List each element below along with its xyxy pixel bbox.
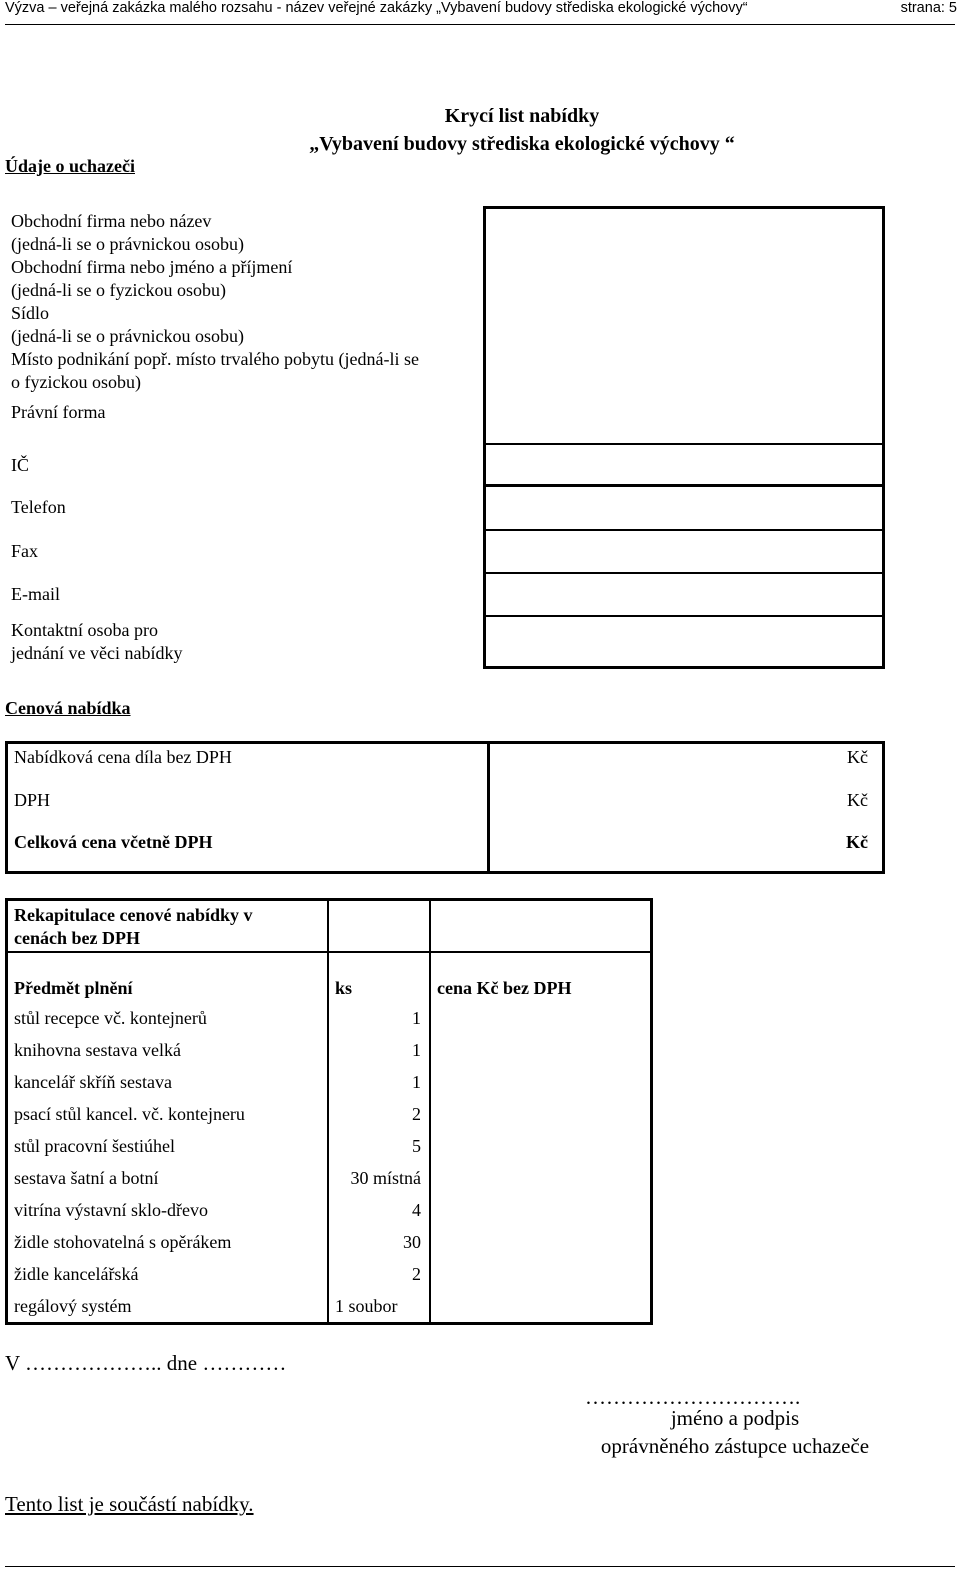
item-name: regálový systém xyxy=(7,1288,329,1324)
item-qty: 2 xyxy=(328,1256,430,1288)
table-row xyxy=(7,1128,652,1160)
col-qty-header: ks xyxy=(328,952,430,1000)
item-qty: 2 xyxy=(328,1096,430,1128)
item-name: stůl pracovní šestiúhel xyxy=(7,1128,329,1160)
currency-unit: Kč xyxy=(847,789,868,810)
signature-caption-line2: oprávněného zástupce uchazeče xyxy=(600,1434,870,1458)
item-qty: 30 xyxy=(328,1224,430,1256)
item-name: vitrína výstavní sklo-dřevo xyxy=(7,1192,329,1224)
table-row xyxy=(7,1256,652,1288)
label-line: (jedná-li se o právnickou osobu) xyxy=(11,325,244,346)
email-field[interactable] xyxy=(485,573,884,616)
recap-table xyxy=(5,898,653,1325)
item-qty: 30 místná xyxy=(328,1160,430,1192)
recap-title-line: cenách bez DPH xyxy=(14,928,140,948)
label-line: Obchodní firma nebo název xyxy=(11,210,212,231)
label-line: Obchodní firma nebo jméno a příjmení xyxy=(11,256,293,277)
item-qty: 5 xyxy=(328,1128,430,1160)
label-line: (jedná-li se o fyzickou osobu) xyxy=(11,279,226,300)
item-name: stůl recepce vč. kontejnerů xyxy=(7,1000,329,1032)
table-row xyxy=(7,1160,652,1192)
running-header xyxy=(0,0,960,22)
col-item-header: Předmět plnění xyxy=(7,952,329,1000)
label-line: o fyzickou osobu) xyxy=(11,371,141,392)
item-price-field[interactable] xyxy=(430,1032,652,1064)
contact-label xyxy=(5,616,485,668)
legal-form-label: Právní forma xyxy=(11,401,106,422)
item-price-field[interactable] xyxy=(430,1000,652,1032)
item-qty: 1 xyxy=(328,1000,430,1032)
contact-label-line: Kontaktní osoba pro xyxy=(11,619,158,640)
item-price-field[interactable] xyxy=(430,1160,652,1192)
fax-field[interactable] xyxy=(485,530,884,573)
signature-dots: …………………………. xyxy=(585,1385,801,1409)
vat-label: DPH xyxy=(7,787,489,829)
price-without-vat-label: Nabídková cena díla bez DPH xyxy=(7,743,489,787)
table-row xyxy=(7,1064,652,1096)
table-row xyxy=(7,1032,652,1064)
item-name: sestava šatní a botní xyxy=(7,1160,329,1192)
item-qty: 1 xyxy=(328,1064,430,1096)
item-price-field[interactable] xyxy=(430,1192,652,1224)
header-title: Výzva – veřejná zakázka malého rozsahu - název veřejné zakázky „Vybavení budovy střediska ekologické výchovy“ xyxy=(5,0,748,16)
document-subtitle: „Vybavení budovy střediska ekologické výchovy “ xyxy=(309,133,735,155)
phone-label: Telefon xyxy=(11,496,66,517)
item-price-field[interactable] xyxy=(430,1128,652,1160)
contact-label-line: jednání ve věci nabídky xyxy=(11,642,183,663)
page-number: strana: 5 xyxy=(900,0,957,16)
contact-field[interactable] xyxy=(485,616,884,668)
table-row xyxy=(7,1000,652,1032)
item-price-field[interactable] xyxy=(430,1224,652,1256)
recap-title xyxy=(7,900,329,952)
item-qty: 4 xyxy=(328,1192,430,1224)
company-info-field[interactable] xyxy=(485,208,884,444)
item-price-field[interactable] xyxy=(430,1096,652,1128)
company-info-label xyxy=(5,208,485,444)
vat-field[interactable] xyxy=(489,787,884,829)
fax-label: Fax xyxy=(11,540,38,561)
footer-rule xyxy=(5,1566,955,1567)
total-price-field[interactable] xyxy=(489,829,884,873)
item-name: kancelář skříň sestava xyxy=(7,1064,329,1096)
currency-unit: Kč xyxy=(846,831,868,852)
price-without-vat-field[interactable] xyxy=(489,743,884,787)
table-row xyxy=(7,1224,652,1256)
signature-caption-line1: jméno a podpis xyxy=(670,1406,800,1430)
applicant-heading: Údaje o uchazeči xyxy=(5,156,135,176)
item-name: psací stůl kancel. vč. kontejneru xyxy=(7,1096,329,1128)
ic-field[interactable] xyxy=(485,444,884,486)
price-table xyxy=(5,741,885,874)
col-price-header: cena Kč bez DPH xyxy=(437,977,572,998)
label-line: Sídlo xyxy=(11,302,50,323)
ic-label: IČ xyxy=(11,454,29,475)
recap-header-blank xyxy=(430,900,652,952)
closing-note: Tento list je součástí nabídky. xyxy=(5,1492,254,1516)
label-line: (jedná-li se o právnickou osobu) xyxy=(11,233,244,254)
table-row xyxy=(7,1192,652,1224)
item-qty: 1 xyxy=(328,1032,430,1064)
recap-title-line: Rekapitulace cenové nabídky v xyxy=(14,905,253,925)
item-qty: 1 soubor xyxy=(328,1288,430,1324)
document-title: Krycí list nabídky xyxy=(444,105,600,127)
header-rule xyxy=(5,24,955,25)
item-price-field[interactable] xyxy=(430,1288,652,1324)
total-price-label: Celková cena včetně DPH xyxy=(7,829,489,873)
table-row xyxy=(7,1096,652,1128)
phone-field[interactable] xyxy=(485,486,884,530)
applicant-table xyxy=(5,206,885,669)
label-line: Místo podnikání popř. místo trvalého pobytu (jedná-li se xyxy=(11,348,419,369)
item-price-field[interactable] xyxy=(430,1256,652,1288)
price-heading: Cenová nabídka xyxy=(5,698,131,718)
item-name: židle stohovatelná s opěrákem xyxy=(7,1224,329,1256)
recap-header-blank xyxy=(328,900,430,952)
item-name: židle kancelářská xyxy=(7,1256,329,1288)
item-price-field[interactable] xyxy=(430,1064,652,1096)
email-label: E-mail xyxy=(11,583,60,604)
place-date-line: V ……………….. dne ………… xyxy=(5,1351,287,1375)
item-name: knihovna sestava velká xyxy=(7,1032,329,1064)
currency-unit: Kč xyxy=(847,747,868,767)
table-row xyxy=(7,1288,652,1324)
